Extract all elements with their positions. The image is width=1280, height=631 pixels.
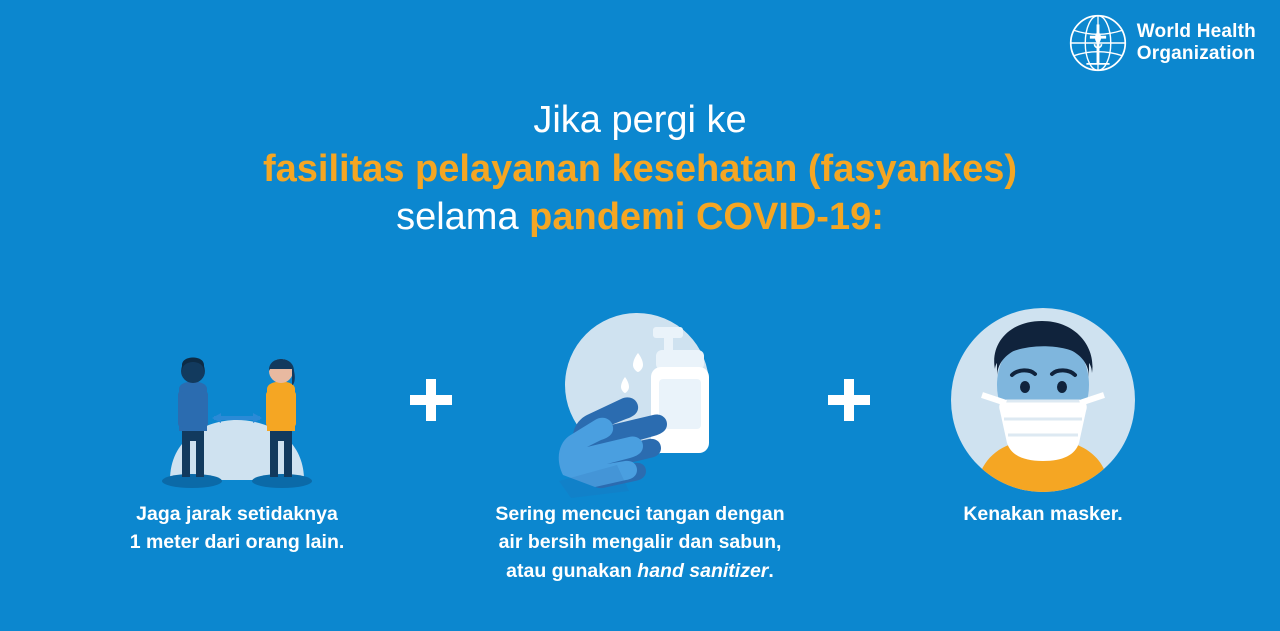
plus-icon [820, 300, 878, 500]
headline-line-3-accent: pandemi COVID-19: [529, 196, 884, 239]
caption-line-3-plain-a: atau gunakan [506, 559, 638, 582]
caption-line-2: 1 meter dari orang lain. [129, 531, 345, 554]
caption-line-3-italic: hand sanitizer [637, 559, 769, 582]
measure-caption-handwashing [495, 500, 784, 585]
headline-line-3-plain: selama [396, 196, 530, 239]
headline-line-2: fasilitas pelayanan kesehatan (fasyankes) [262, 147, 1018, 190]
headline-line-3 [0, 193, 1280, 242]
who-wordmark [1137, 21, 1256, 65]
who-name-line1: World Health [1136, 21, 1256, 43]
measure-item-handwashing [460, 300, 820, 585]
who-emblem-icon [1069, 14, 1127, 72]
caption-line-2: air bersih mengalir dan sabun, [498, 531, 782, 554]
who-name-line2: Organization [1136, 43, 1256, 64]
measure-item-mask [878, 300, 1208, 528]
headline-line-1: Jika pergi ke [533, 99, 747, 141]
headline [0, 96, 1280, 242]
handwashing-sanitizer-icon [525, 300, 755, 500]
measure-caption-distancing [130, 500, 345, 557]
caption-line-3-plain-b: . [768, 559, 774, 582]
measure-caption-mask [963, 500, 1122, 528]
physical-distancing-icon [122, 300, 352, 500]
measures-row [0, 300, 1280, 630]
caption-line-1: Kenakan masker. [963, 503, 1123, 525]
measure-item-distancing [72, 300, 402, 557]
caption-line-1: Sering mencuci tangan dengan [495, 503, 785, 525]
plus-icon [402, 300, 460, 500]
caption-line-1: Jaga jarak setidaknya [136, 503, 338, 525]
person-wearing-mask-icon [946, 300, 1141, 500]
who-logo [1069, 14, 1256, 72]
